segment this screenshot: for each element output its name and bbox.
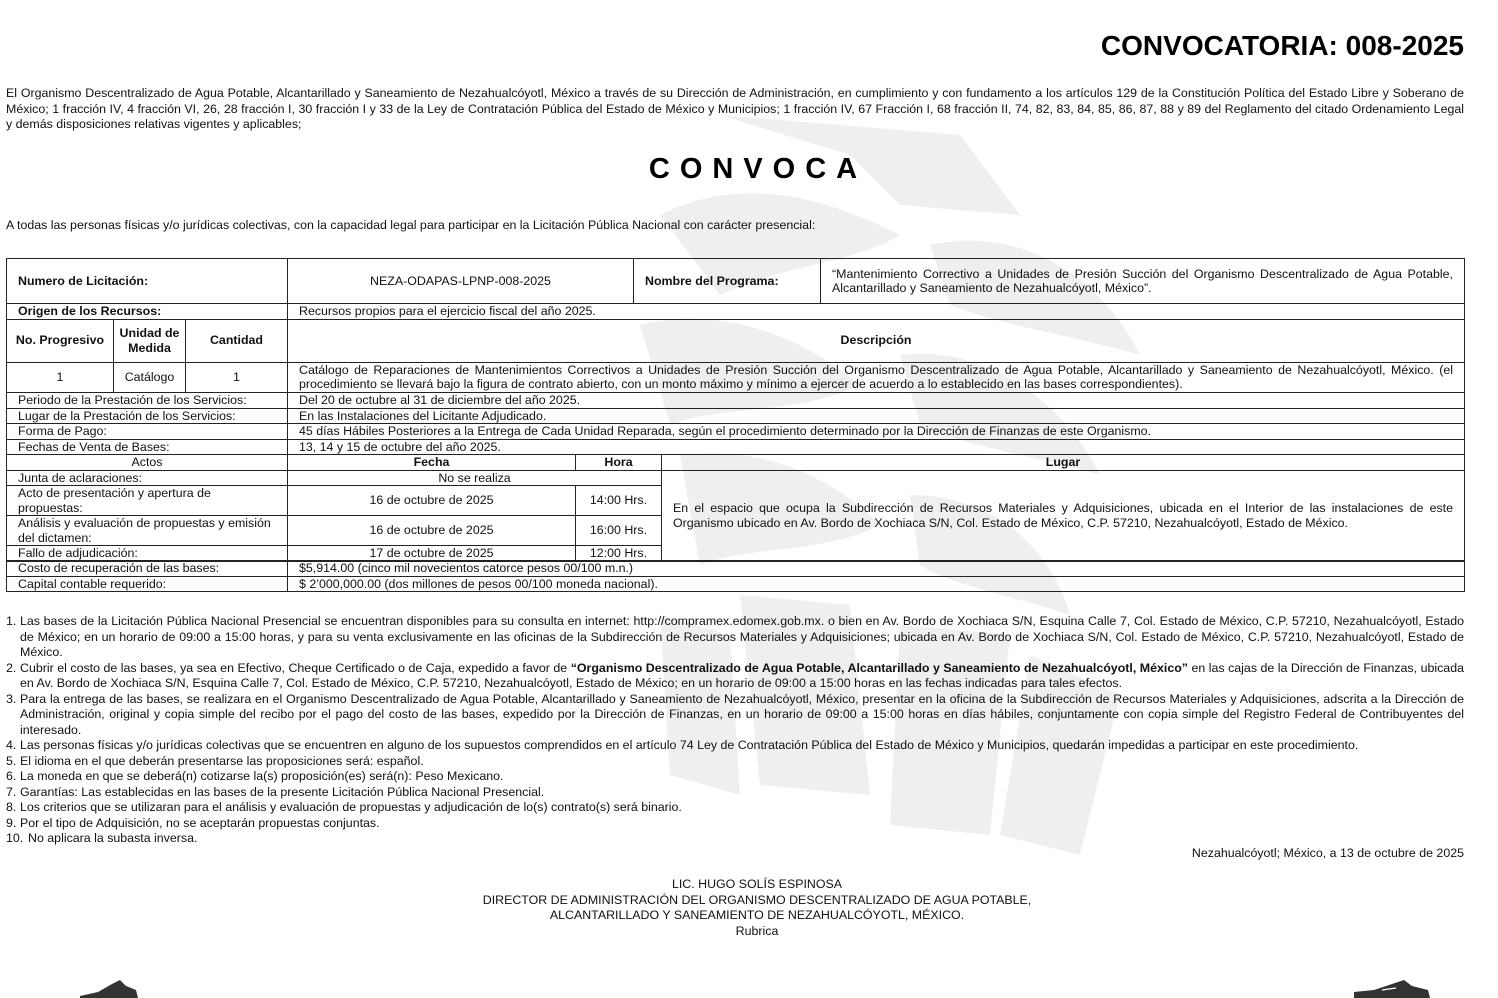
act-time: 16:00 Hrs. — [576, 516, 662, 546]
act-date: 17 de octubre de 2025 — [288, 546, 576, 562]
table-row — [7, 408, 1465, 424]
bid-number-label: Numero de Licitación: — [7, 259, 288, 304]
acts-place: En el espacio que ocupa la Subdirección de Recursos Materiales y Adquisiciones, ubicada en el Interior de las instalaciones de este Organismo ubicado en Av. Bordo de Xochiaca S/N, Col. Estado de México, C.P. 57210, Nezahualcóyotl, Estado de México. — [662, 470, 1465, 561]
list-marker: 6. — [6, 769, 17, 783]
act-date: 16 de octubre de 2025 — [288, 516, 576, 546]
note-text-bold: “Organismo Descentralizado de Agua Potable, Alcantarillado y Saneamiento de Nezahualcóyotl, México” — [570, 660, 1188, 675]
table-row — [7, 576, 1465, 592]
list-marker: 10. — [6, 831, 24, 845]
acts-header-actos: Actos — [7, 455, 288, 471]
act-date: 16 de octubre de 2025 — [288, 486, 576, 516]
note-text: Para la entrega de las bases, se realizara en el Organismo Descentralizado de Agua Potable, Alcantarillado y Saneamiento de Nezahualcóyotl, México, presentar en la oficina de la Subdirección de Recursos Materiales y Adquisiciones, adscrita a la Dirección de Administración, original y copia simple del recibo por el pago del costo de las bases, expedido por la Dirección de Finanzas, en un horario de 09:00 a 15:00 horas en días hábiles, conjuntamente con copia simple del Registro Federal de Contribuyentes del interesado. — [20, 691, 1464, 737]
item-description: Catálogo de Reparaciones de Mantenimientos Correctivos a Unidades de Presión Succión del Organismo Descentralizado de Agua Potable, Alcantarillado y Saneamiento de Nezahualcóyotl, México. (el procedimiento se llevará bajo la figura de contrato abierto, con un monto máximo y mínimo a ejercer de acuerdo a lo establecido en las bases correspondientes). — [288, 362, 1465, 392]
table-row — [7, 561, 1465, 577]
list-marker: 7. — [6, 784, 17, 799]
list-item — [6, 614, 1464, 661]
term-value: 45 días Hábiles Posteriores a la Entrega de Cada Unidad Reparada, según el procedimiento determinado por la Dirección de Finanzas de este Organismo. — [288, 424, 1465, 440]
list-item — [6, 754, 1464, 770]
program-name-value: “Mantenimiento Correctivo a Unidades de Presión Succión del Organismo Descentralizado de Agua Potable, Alcantarillado y Saneamiento de Nezahualcóyotl, México”. — [821, 259, 1465, 304]
cost-label: Capital contable requerido: — [7, 576, 288, 592]
act-name: Fallo de adjudicación: — [7, 546, 288, 562]
bid-number-value: NEZA-ODAPAS-LPNP-008-2025 — [288, 259, 634, 304]
list-item — [6, 816, 1464, 832]
note-text: Las personas físicas y/o jurídicas colectivas que se encuentren en alguno de los supuestos comprendidos en el artículo 74 Ley de Contratación Pública del Estado de México y Municipios, quedarán impedidas a participar en este procedimiento. — [20, 738, 1359, 752]
list-marker: 8. — [6, 800, 17, 814]
term-value: En las Instalaciones del Licitante Adjudicado. — [288, 408, 1465, 424]
program-name-label: Nombre del Programa: — [634, 259, 821, 304]
origin-value: Recursos propios para el ejercicio fiscal del año 2025. — [288, 304, 1465, 320]
list-marker: 3. — [6, 691, 17, 706]
list-item — [6, 831, 1464, 847]
place-date: Nezahualcóyotl; México, a 13 de octubre de 2025 — [1191, 846, 1464, 860]
list-item — [6, 800, 1464, 816]
list-item — [6, 769, 1464, 785]
signer-role-line-1: DIRECTOR DE ADMINISTRACIÓN DEL ORGANISMO DESCENTRALIZADO DE AGUA POTABLE, — [482, 892, 1032, 907]
list-item — [6, 661, 1464, 692]
list-item — [6, 738, 1464, 754]
signature-block — [0, 877, 1498, 939]
note-text: Las bases de la Licitación Pública Nacional Presencial se encuentran disponibles para su consulta en internet: http://compramex.edomex.gob.mx. o bien en Av. Bordo de Xochiaca S/N, Esquina Calle 7, Col. Estado de México, C.P. 57210, Nezahualcóyotl, Estado de México; en un horario de 09:00 a 15:00 horas, y para su venta exclusivamente en las oficinas de la Subdirección de Recursos Materiales y Adquisiciones; ubicada en Av. Bordo de Xochiaca S/N, Col. Estado de México, C.P. 57210, Nezahualcóyotl, Estado de México. — [20, 614, 1464, 659]
col-header-unidad: Unidad de Medida — [114, 319, 186, 362]
term-label: Periodo de la Prestación de los Servicios: — [7, 393, 288, 409]
origin-label: Origen de los Recursos: — [7, 304, 288, 320]
footer-logo-left-icon — [78, 978, 140, 998]
notes-list — [6, 614, 1464, 847]
footer-logo-right-icon — [1352, 978, 1432, 998]
note-text: Por el tipo de Adquisición, no se aceptarán propuestas conjuntas. — [20, 815, 380, 830]
cost-value: $5,914.00 (cinco mil novecientos catorce pesos 00/100 m.n.) — [288, 561, 1465, 577]
list-item — [6, 785, 1464, 801]
act-date: No se realiza — [288, 470, 662, 486]
term-label: Forma de Pago: — [7, 424, 288, 440]
signer-name: LIC. HUGO SOLÍS ESPINOSA — [671, 877, 843, 891]
items-table — [6, 303, 1465, 393]
note-text-pre: Cubrir el costo de las bases, ya sea en Efectivo, Cheque Certificado o de Caja, expedido a favor de — [20, 660, 571, 675]
act-time: 14:00 Hrs. — [576, 486, 662, 516]
terms-table — [6, 392, 1465, 455]
act-time: 12:00 Hrs. — [576, 546, 662, 562]
table-row — [7, 362, 1465, 392]
col-header-progresivo: No. Progresivo — [7, 319, 114, 362]
signer-role-line-2: ALCANTARILLADO Y SANEAMIENTO DE NEZAHUALCÓYOTL, MÉXICO. — [549, 908, 965, 922]
lead-paragraph: A todas las personas físicas y/o jurídicas colectivas, con la capacidad legal para participar en la Licitación Pública Nacional con carácter presencial: — [6, 218, 816, 232]
act-name: Acto de presentación y apertura de propuestas: — [7, 486, 288, 516]
acts-header-fecha: Fecha — [288, 455, 576, 471]
act-name: Análisis y evaluación de propuestas y emisión del dictamen: — [7, 516, 288, 546]
acts-header-lugar: Lugar — [662, 455, 1465, 471]
acts-table — [6, 454, 1465, 562]
table-row — [7, 470, 1465, 486]
convoca-heading: CONVOCA — [648, 153, 868, 185]
list-item — [6, 692, 1464, 739]
bid-table — [6, 258, 1465, 304]
list-marker: 1. — [6, 614, 17, 628]
item-num: 1 — [7, 362, 114, 392]
table-row — [7, 424, 1465, 440]
col-header-cantidad: Cantidad — [186, 319, 288, 362]
item-unit: Catálogo — [114, 362, 186, 392]
term-label: Fechas de Venta de Bases: — [7, 439, 288, 455]
act-name: Junta de aclaraciones: — [7, 470, 288, 486]
note-text-post: en las cajas de la Dirección de Finanzas, ubicada en Av. Bordo de Xochiaca S/N, Esquina Calle 7, Col. Estado de México, C.P. 57210, Nezahualcóyotl, Estado de México; en un horario de 09:00 a 15:00 horas en las fechas indicadas para tales efectos. — [20, 660, 1464, 690]
intro-paragraph: El Organismo Descentralizado de Agua Potable, Alcantarillado y Saneamiento de Nezahualcóyotl, México a través de su Dirección de Administración, en cumplimiento y con fundamento a los artículos 129 de la Constitución Política del Estado Libre y Soberano de México; 1 fracción IV, 4 fracción VI, 26, 28 fracción I, 30 fracción I y 33 de la Ley de Contratación Pública del Estado de México y Municipios; 1 fracción IV, 67 Fracción I, 68 fracción II, 74, 82, 83, 84, 85, 86, 87, 88 y 89 del Reglamento del citado Ordenamiento Legal y demás disposiciones relativas vigentes y aplicables; — [6, 86, 1464, 131]
convocatoria-title: CONVOCATORIA: 008-2025 — [1100, 30, 1464, 61]
term-label: Lugar de la Prestación de los Servicios: — [7, 408, 288, 424]
list-marker: 5. — [6, 753, 17, 768]
list-marker: 2. — [6, 660, 17, 675]
note-text: El idioma en el que deberán presentarse las proposiciones será: español. — [20, 753, 424, 768]
signature-note: Rubrica — [735, 923, 779, 938]
term-value: Del 20 de octubre al 31 de diciembre del año 2025. — [288, 393, 1465, 409]
note-text: No aplicara la subasta inversa. — [28, 831, 198, 845]
item-qty: 1 — [186, 362, 288, 392]
note-text: La moneda en que se deberá(n) cotizarse la(s) proposición(es) será(n): Peso Mexicano. — [20, 769, 504, 783]
costs-table — [6, 560, 1465, 592]
cost-value: $ 2’000,000.00 (dos millones de pesos 00/100 moneda nacional). — [288, 576, 1465, 592]
acts-header-hora: Hora — [576, 455, 662, 471]
note-text: Los criterios que se utilizaran para el análisis y evaluación de propuestas y adjudicación de lo(s) contrato(s) será binario. — [20, 800, 682, 814]
list-marker: 9. — [6, 815, 17, 830]
cost-label: Costo de recuperación de las bases: — [7, 561, 288, 577]
col-header-descripcion: Descripción — [288, 319, 1465, 362]
table-row — [7, 439, 1465, 455]
note-text: Garantías: Las establecidas en las bases de la presente Licitación Pública Nacional Presencial. — [20, 784, 545, 799]
term-value: 13, 14 y 15 de octubre del año 2025. — [288, 439, 1465, 455]
list-marker: 4. — [6, 738, 17, 752]
table-row — [7, 393, 1465, 409]
